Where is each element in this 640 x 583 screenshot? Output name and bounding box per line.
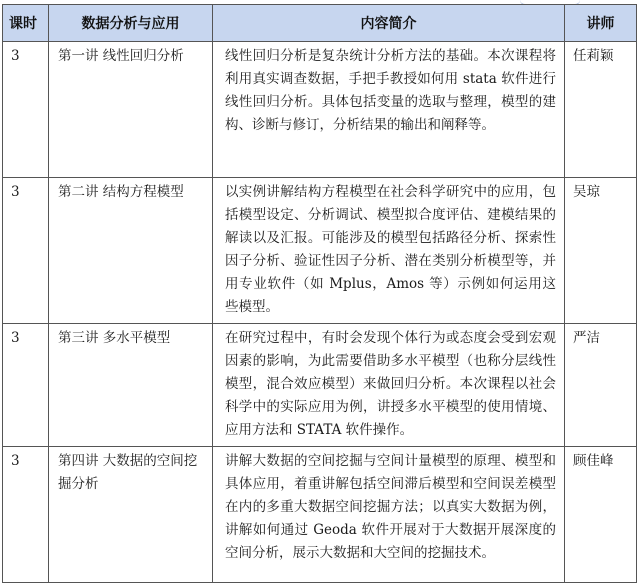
table-row xyxy=(3,178,637,324)
table-row xyxy=(3,324,637,447)
description-cell: 线性回归分析是复杂统计分析方法的基础。本次课程将利用真实调查数据，手把手教授如何用 stata 软件进行线性回归分析。具体包括变量的选取与整理，模型的建构、诊断与修订，分析结果的输出和阐释等。 xyxy=(213,42,565,178)
description-cell: 以实例讲解结构方程模型在社会科学研究中的应用，包括模型设定、分析调试、模型拟合度评估、建模结果的解读以及汇报。可能涉及的模型包括路径分析、探索性因子分析、验证性因子分析、潜在类别分析模型等，并用专业软件（如 Mplus，Amos 等）示例如何运用这些模型。 xyxy=(213,178,565,324)
description-cell: 讲解大数据的空间挖掘与空间计量模型的原理、模型和具体应用，着重讲解包括空间滞后模型和空间误差模型在内的多重大数据空间挖掘方法；以真实大数据为例，讲解如何通过 Geoda 软件开展对于大数据开展深度的空间分析，展示大数据和大空间的挖掘技术。 xyxy=(213,447,565,583)
teacher-cell: 严洁 xyxy=(565,324,637,447)
table-header-row xyxy=(3,5,637,42)
teacher-cell: 顾佳峰 xyxy=(565,447,637,583)
header-topic: 数据分析与应用 xyxy=(49,5,213,42)
hours-cell: 3 xyxy=(3,42,49,178)
lecture-cell: 第四讲 大数据的空间挖掘分析 xyxy=(49,447,213,583)
header-intro: 内容简介 xyxy=(213,5,565,42)
teacher-cell: 任莉颖 xyxy=(565,42,637,178)
hours-cell: 3 xyxy=(3,324,49,447)
table-row xyxy=(3,42,637,178)
lecture-cell: 第二讲 结构方程模型 xyxy=(49,178,213,324)
table-row xyxy=(3,447,637,583)
description-cell: 在研究过程中，有时会发现个体行为或态度会受到宏观因素的影响，为此需要借助多水平模型（也称分层线性模型，混合效应模型）来做回归分析。本次课程以社会科学中的实际应用为例，讲授多水平模型的使用情境、应用方法和 STATA 软件操作。 xyxy=(213,324,565,447)
hours-cell: 3 xyxy=(3,178,49,324)
header-teacher: 讲师 xyxy=(565,5,637,42)
lecture-cell: 第一讲 线性回归分析 xyxy=(49,42,213,178)
lecture-cell: 第三讲 多水平模型 xyxy=(49,324,213,447)
teacher-cell: 吴琼 xyxy=(565,178,637,324)
hours-cell: 3 xyxy=(3,447,49,583)
header-hours: 课时 xyxy=(3,5,49,42)
course-table xyxy=(2,4,637,583)
